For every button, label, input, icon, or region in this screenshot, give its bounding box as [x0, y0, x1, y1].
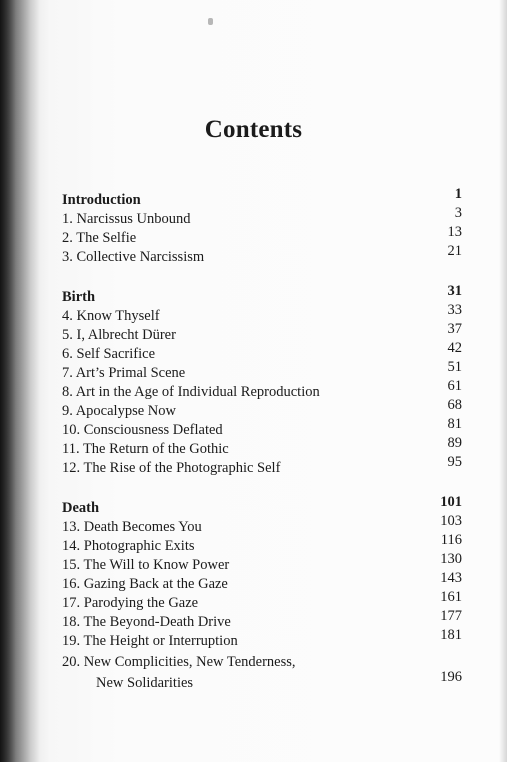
- toc-entry: [62, 652, 462, 672]
- section-heading-introduction: [62, 186, 462, 210]
- toc-entry-page: 37: [447, 321, 462, 337]
- toc-entry-label: 16. Gazing Back at the Gaze: [62, 576, 228, 592]
- toc-entry-label: 6. Self Sacrifice: [62, 346, 156, 362]
- toc-entry: [62, 416, 462, 440]
- toc-entry-page: 13: [447, 224, 462, 240]
- toc-entry-page: 81: [447, 416, 462, 432]
- toc-entry: [62, 205, 462, 229]
- toc-entry: [62, 224, 462, 248]
- toc-entry: [62, 532, 462, 556]
- toc-entry-page: 116: [440, 532, 462, 548]
- toc-entry-label: 1. Narcissus Unbound: [62, 211, 191, 227]
- toc-entry-page: 3: [454, 205, 462, 221]
- toc-entry: [62, 321, 462, 345]
- page-edge-shadow: [499, 0, 507, 762]
- toc-entry-label: New Solidarities: [96, 675, 194, 691]
- toc-entry-page: 196: [440, 669, 462, 685]
- toc-entry-label: 7. Art’s Primal Scene: [62, 365, 186, 381]
- toc-entry-page: 68: [447, 397, 462, 413]
- toc-entry-page: 51: [447, 359, 462, 375]
- toc-entry-label: 19. The Height or Interruption: [62, 633, 238, 649]
- toc-entry-page: 143: [440, 570, 462, 586]
- toc-entry: [62, 589, 462, 613]
- page-title: Contents: [204, 116, 303, 143]
- toc-entry-label: 17. Parodying the Gaze: [62, 595, 199, 611]
- toc-entry: [62, 378, 462, 402]
- toc-entry-label: 5. I, Albrecht Dürer: [62, 327, 176, 343]
- toc-entry: [62, 454, 462, 478]
- section-heading-birth: [62, 283, 462, 307]
- toc-entry: [62, 359, 462, 383]
- toc-entry-page: 103: [440, 513, 462, 529]
- section-heading-label: Introduction: [62, 192, 141, 208]
- section-heading-death: [62, 494, 462, 518]
- toc-entry-page: 33: [447, 302, 462, 318]
- toc-entry: [62, 302, 462, 326]
- toc-entry: [62, 397, 462, 421]
- toc-entry-page: 42: [447, 340, 462, 356]
- toc-entry-page: 95: [447, 454, 462, 470]
- toc-entry-page: 181: [440, 627, 462, 643]
- toc-entry-label: 10. Consciousness Deflated: [62, 422, 223, 438]
- toc-entry: [62, 513, 462, 537]
- toc-entry-page: 177: [440, 608, 462, 624]
- toc-entry-label: 12. The Rise of the Photographic Self: [62, 460, 281, 476]
- toc-entry-page: 61: [447, 378, 462, 394]
- toc-entry-label: 18. The Beyond-Death Drive: [62, 614, 231, 630]
- section-heading-label: Birth: [62, 289, 96, 305]
- section-heading-page: 101: [440, 494, 462, 510]
- gutter-shadow: [0, 0, 40, 762]
- toc-entry: [62, 340, 462, 364]
- toc-entry-label: 14. Photographic Exits: [62, 538, 195, 554]
- toc-entry: [62, 627, 462, 651]
- toc-entry: [62, 551, 462, 575]
- toc-entry-continuation: [62, 669, 462, 693]
- section-heading-page: 31: [447, 283, 462, 299]
- toc-entry-label: 15. The Will to Know Power: [62, 557, 230, 573]
- toc-entry: [62, 570, 462, 594]
- toc-entry: [62, 243, 462, 267]
- toc-entry-label: 4. Know Thyself: [62, 308, 160, 324]
- toc-entry-label: 3. Collective Narcissism: [62, 249, 205, 265]
- toc-entry-label: 20. New Complicities, New Tenderness,: [62, 654, 296, 670]
- toc-entry-page: 21: [447, 243, 462, 259]
- toc-entry-label: 2. The Selfie: [62, 230, 137, 246]
- toc-entry-label: 9. Apocalypse Now: [62, 403, 176, 419]
- toc-entry-page: 89: [447, 435, 462, 451]
- toc-entry: [62, 435, 462, 459]
- toc-entry-page: 161: [440, 589, 462, 605]
- toc-entry-label: 11. The Return of the Gothic: [62, 441, 229, 457]
- toc-entry-page: 130: [440, 551, 462, 567]
- toc-entry: [62, 608, 462, 632]
- section-heading-label: Death: [62, 500, 100, 516]
- section-heading-page: 1: [454, 186, 462, 202]
- toc-entry-label: 13. Death Becomes You: [62, 519, 202, 535]
- toc-entry-label: 8. Art in the Age of Individual Reproduction: [62, 384, 320, 400]
- ink-mark: [208, 18, 213, 25]
